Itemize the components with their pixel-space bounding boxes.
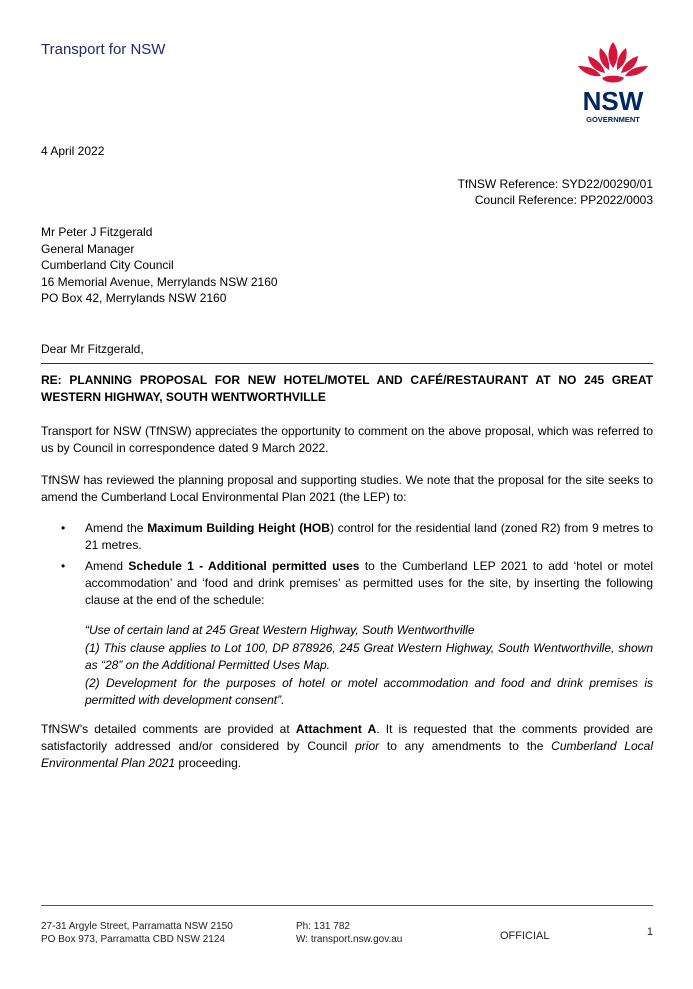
amendment-list — [58, 520, 653, 613]
paragraph-attachment: TfNSW’s detailed comments are provided at Attachment A. It is requested that the comments provided are satisfactorily addressed and/or considered by Council prior to any amendments to the Cumberland Local Environmental Plan 2021 proceeding. — [41, 722, 653, 770]
salutation: Dear Mr Fitzgerald, — [41, 342, 144, 356]
quote-line: (2) Development for the purposes of hotel or motel accommodation and food and drink premises is permitted with development consent”. — [85, 675, 653, 707]
letter-date: 4 April 2022 — [41, 144, 105, 158]
recipient-line: PO Box 42, Merrylands NSW 2160 — [41, 291, 227, 305]
clause-quote — [85, 622, 653, 710]
bullet-icon: • — [61, 521, 66, 535]
brand-name: Transport for NSW — [41, 41, 166, 58]
list-item: • Amend the Maximum Building Height (HOB) control for the residential land (zoned R2) from 9 metres to 21 metres. — [61, 521, 653, 552]
list-item: • Amend Schedule 1 - Additional permitted uses to the Cumberland LEP 2021 to add ‘hotel or motel accommodation’ and ‘food and drink premises’ as permitted uses for the site, by inserting the following clause at the end of the schedule: — [61, 559, 653, 607]
quote-line: (1) This clause applies to Lot 100, DP 878926, 245 Great Western Highway, South Wentworthville, shown as “28” on the Additional Permitted Uses Map. — [85, 640, 653, 672]
footer-website: W: transport.nsw.gov.au — [296, 934, 403, 945]
waratah-icon — [572, 40, 654, 128]
tfnsw-reference: TfNSW Reference: SYD22/00290/01 — [457, 177, 653, 191]
footer-phone: Ph: 131 782 — [296, 921, 350, 932]
paragraph-intro: Transport for NSW (TfNSW) appreciates the opportunity to comment on the above proposal, which was referred to us by Council in correspondence dated 9 March 2022. — [41, 424, 653, 455]
attachment-reference: Attachment A — [295, 722, 377, 736]
page-number: 1 — [646, 926, 653, 938]
recipient-line: Cumberland City Council — [41, 258, 174, 272]
logo-subtext: GOVERNMENT — [586, 115, 640, 124]
recipient-address — [41, 224, 278, 307]
footer-divider — [41, 905, 653, 906]
recipient-line: 16 Memorial Avenue, Merrylands NSW 2160 — [41, 274, 278, 289]
nsw-government-logo — [572, 40, 654, 128]
reference-block — [458, 176, 653, 208]
paragraph-review: TfNSW has reviewed the planning proposal and supporting studies. We note that the proposal for the site seeks to amend the Cumberland Local Environmental Plan 2021 (the LEP) to: — [41, 473, 653, 504]
footer-contact — [296, 920, 402, 946]
recipient-line: General Manager — [41, 241, 135, 256]
footer-address: 27-31 Argyle Street, Parramatta NSW 2150 PO Box 973, Parramatta CBD NSW 2124 — [41, 921, 233, 945]
logo-text: NSW — [582, 86, 644, 116]
quote-line: “Use of certain land at 245 Great Western Highway, South Wentworthville — [85, 623, 475, 637]
subject-heading: RE: PLANNING PROPOSAL FOR NEW HOTEL/MOTEL AND CAFÉ/RESTAURANT AT NO 245 GREAT WESTERN HIGHWAY, SOUTH WENTWORTHVILLE — [41, 373, 653, 404]
divider — [41, 363, 653, 364]
recipient-line: Mr Peter J Fitzgerald — [41, 225, 153, 239]
council-reference: Council Reference: PP2022/0003 — [474, 193, 653, 207]
classification-label: OFFICIAL — [500, 930, 550, 942]
bullet-icon: • — [61, 559, 66, 573]
